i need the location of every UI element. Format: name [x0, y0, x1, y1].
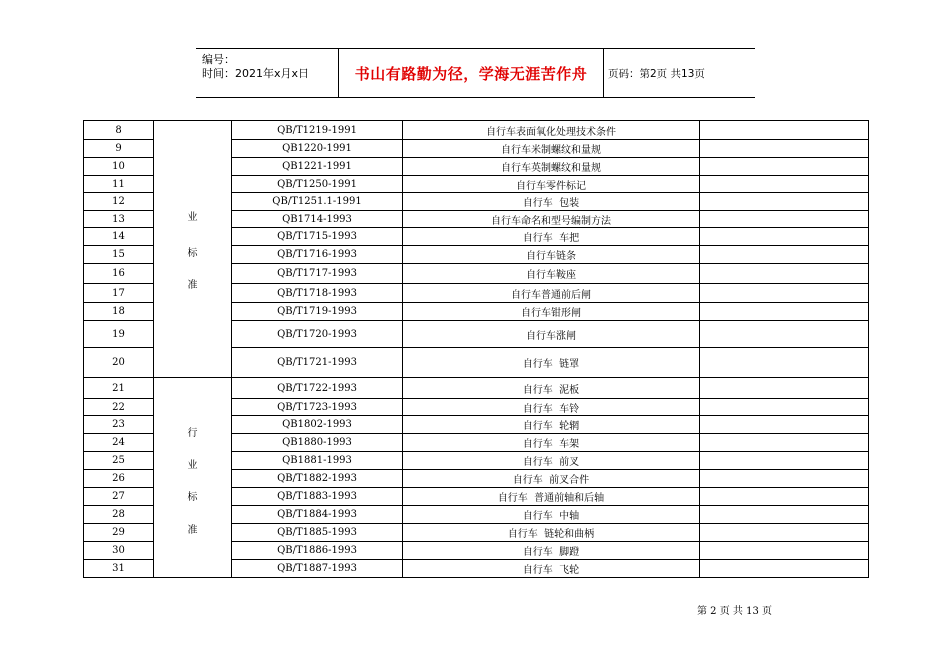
- note-cell: [700, 211, 869, 228]
- standard-code-cell: QB1880-1993: [232, 434, 403, 452]
- note-cell: [700, 176, 869, 193]
- row-number-cell: 29: [84, 524, 154, 542]
- category-char: 标: [187, 491, 198, 503]
- category-char: 业: [187, 459, 198, 471]
- standard-name-cell: 自行车 脚蹬: [403, 542, 700, 560]
- row-number-cell: 20: [84, 348, 154, 378]
- standard-code-cell: QB/T1251.1-1991: [232, 193, 403, 211]
- header-page-number: 页码：第2页 共13页: [608, 67, 705, 80]
- standard-code-cell: QB/T1720-1993: [232, 321, 403, 348]
- standard-code-cell: QB/T1722-1993: [232, 378, 403, 399]
- standard-name-cell: 自行车零件标记: [403, 176, 700, 193]
- standard-code-cell: QB/T1250-1991: [232, 176, 403, 193]
- note-cell: [700, 488, 869, 506]
- document-time-label: 时间：2021年x月x日: [202, 67, 310, 80]
- row-number-cell: 12: [84, 193, 154, 211]
- standard-name-cell: 自行车 普通前轴和后轴: [403, 488, 700, 506]
- row-number-cell: 16: [84, 264, 154, 284]
- header-divider: [338, 49, 339, 97]
- standard-code-cell: QB1221-1991: [232, 158, 403, 176]
- row-number-cell: 17: [84, 284, 154, 303]
- table-row: [84, 121, 869, 140]
- row-number-cell: 27: [84, 488, 154, 506]
- row-number-cell: 21: [84, 378, 154, 399]
- note-cell: [700, 399, 869, 416]
- row-number-cell: 10: [84, 158, 154, 176]
- note-cell: [700, 228, 869, 246]
- standard-code-cell: QB/T1887-1993: [232, 560, 403, 578]
- header-meta: [202, 53, 309, 81]
- standard-code-cell: QB/T1721-1993: [232, 348, 403, 378]
- note-cell: [700, 542, 869, 560]
- standard-name-cell: 自行车米制螺纹和量规: [403, 140, 700, 158]
- standard-name-cell: 自行车 轮辋: [403, 416, 700, 434]
- row-number-cell: 24: [84, 434, 154, 452]
- category-char: 行: [187, 427, 198, 439]
- row-number-cell: 13: [84, 211, 154, 228]
- note-cell: [700, 348, 869, 378]
- category-char: 准: [187, 524, 198, 536]
- standard-code-cell: QB/T1716-1993: [232, 246, 403, 264]
- row-number-cell: 25: [84, 452, 154, 470]
- standard-name-cell: 自行车 链轮和曲柄: [403, 524, 700, 542]
- category-cell: [154, 378, 232, 578]
- note-cell: [700, 470, 869, 488]
- standard-code-cell: QB/T1219-1991: [232, 121, 403, 140]
- row-number-cell: 26: [84, 470, 154, 488]
- standards-table-body: [84, 121, 869, 578]
- standard-name-cell: 自行车 车铃: [403, 399, 700, 416]
- table-row: [84, 378, 869, 399]
- note-cell: [700, 560, 869, 578]
- row-number-cell: 19: [84, 321, 154, 348]
- document-number-label: 编号：: [202, 53, 235, 66]
- note-cell: [700, 193, 869, 211]
- standard-name-cell: 自行车 前叉合件: [403, 470, 700, 488]
- standard-name-cell: 自行车 泥板: [403, 378, 700, 399]
- standard-code-cell: QB/T1883-1993: [232, 488, 403, 506]
- standard-code-cell: QB/T1884-1993: [232, 506, 403, 524]
- standard-name-cell: 自行车 链罩: [403, 348, 700, 378]
- note-cell: [700, 246, 869, 264]
- standard-name-cell: 自行车鞍座: [403, 264, 700, 284]
- row-number-cell: 8: [84, 121, 154, 140]
- row-number-cell: 28: [84, 506, 154, 524]
- row-number-cell: 30: [84, 542, 154, 560]
- standard-name-cell: 自行车 飞轮: [403, 560, 700, 578]
- note-cell: [700, 284, 869, 303]
- row-number-cell: 31: [84, 560, 154, 578]
- standard-code-cell: QB1802-1993: [232, 416, 403, 434]
- row-number-cell: 11: [84, 176, 154, 193]
- note-cell: [700, 158, 869, 176]
- standard-code-cell: QB/T1717-1993: [232, 264, 403, 284]
- note-cell: [700, 524, 869, 542]
- row-number-cell: 22: [84, 399, 154, 416]
- standard-name-cell: 自行车普通前后闸: [403, 284, 700, 303]
- note-cell: [700, 303, 869, 321]
- standard-name-cell: 自行车链条: [403, 246, 700, 264]
- standards-table: [83, 120, 869, 578]
- standard-name-cell: 自行车 包装: [403, 193, 700, 211]
- standard-code-cell: QB1220-1991: [232, 140, 403, 158]
- standard-name-cell: 自行车 前叉: [403, 452, 700, 470]
- standard-name-cell: 自行车 车把: [403, 228, 700, 246]
- standard-name-cell: 自行车英制螺纹和量规: [403, 158, 700, 176]
- standard-code-cell: QB/T1718-1993: [232, 284, 403, 303]
- standard-name-cell: 自行车 中轴: [403, 506, 700, 524]
- standard-name-cell: 自行车命名和型号编制方法: [403, 211, 700, 228]
- standard-code-cell: QB/T1882-1993: [232, 470, 403, 488]
- note-cell: [700, 452, 869, 470]
- standard-code-cell: QB1714-1993: [232, 211, 403, 228]
- standard-code-cell: QB/T1715-1993: [232, 228, 403, 246]
- note-cell: [700, 434, 869, 452]
- row-number-cell: 9: [84, 140, 154, 158]
- standard-code-cell: QB/T1886-1993: [232, 542, 403, 560]
- note-cell: [700, 506, 869, 524]
- standard-name-cell: 自行车钳形闸: [403, 303, 700, 321]
- row-number-cell: 15: [84, 246, 154, 264]
- note-cell: [700, 264, 869, 284]
- standard-name-cell: 自行车表面氧化处理技术条件: [403, 121, 700, 140]
- standard-code-cell: QB/T1885-1993: [232, 524, 403, 542]
- standard-code-cell: QB/T1719-1993: [232, 303, 403, 321]
- footer-page-number: 第 2 页 共 13 页: [697, 606, 772, 617]
- category-char: 准: [187, 279, 198, 291]
- standard-name-cell: 自行车涨闸: [403, 321, 700, 348]
- category-char: 标: [187, 247, 198, 259]
- row-number-cell: 18: [84, 303, 154, 321]
- row-number-cell: 14: [84, 228, 154, 246]
- header-motto: 书山有路勤为径，学海无涯苦作舟: [354, 64, 588, 83]
- note-cell: [700, 378, 869, 399]
- standard-code-cell: QB1881-1993: [232, 452, 403, 470]
- note-cell: [700, 121, 869, 140]
- note-cell: [700, 321, 869, 348]
- standard-name-cell: 自行车 车架: [403, 434, 700, 452]
- header-divider: [603, 49, 604, 97]
- standard-code-cell: QB/T1723-1993: [232, 399, 403, 416]
- page-header: [196, 48, 755, 98]
- category-cell: [154, 121, 232, 378]
- row-number-cell: 23: [84, 416, 154, 434]
- note-cell: [700, 140, 869, 158]
- note-cell: [700, 416, 869, 434]
- category-char: 业: [187, 211, 198, 223]
